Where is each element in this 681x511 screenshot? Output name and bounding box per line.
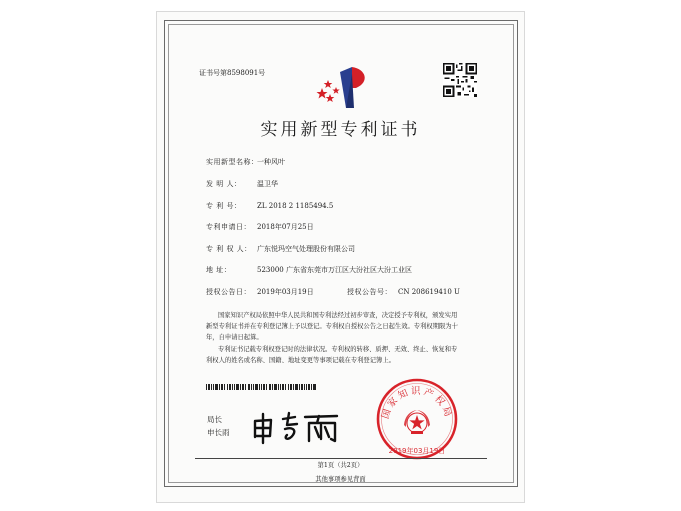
field-value-patentee: 广东悦玛空气处理股份有限公司 [257,245,355,253]
back-note: 其他事项参见背面 [315,476,366,483]
field-label-utility-model-name: 实用新型名称： [206,158,259,166]
field-label-patentee: 专 利 权 人： [206,245,252,253]
field-label-inventor: 发 明 人： [206,180,242,188]
seal-text: 国家知识产权局 [380,386,454,421]
body-paragraph-line-4: 专利证书记载专利权登记时的法律状况。专利权的转移、质押、无效、终止、恢复和专 [218,346,458,353]
field-value-grant-date: 2019年03月19日 [257,288,314,296]
body-paragraph-line-3: 年，自申请日起算。 [206,334,263,341]
director-signature [249,411,344,445]
field-label-filing-date: 专利申请日： [206,223,251,231]
field-value-inventor: 温卫华 [257,180,278,188]
page-number: 第1页（共2页） [317,462,364,469]
body-paragraph-line-2: 新型专利证书并在专利登记簿上予以登记。专利权自授权公告之日起生效。专利权期限为十 [206,323,458,330]
field-value-grant-number: CN 208619410 U [398,288,460,296]
field-label-address: 地 址： [206,266,232,274]
body-paragraph-line-1: 国家知识产权局依照中华人民共和国专利法经过初步审查，决定授予专利权，颁发实用 [218,312,458,319]
seal-date: 2019年03月19日 [388,447,446,455]
field-value-filing-date: 2018年07月25日 [257,223,314,231]
director-title-label: 局长 [207,415,222,424]
certificate-number: 证书号第8598091号 [199,69,266,77]
barcode [206,384,316,390]
patent-office-logo [316,64,372,110]
qr-code-icon [443,63,477,97]
official-seal [375,377,459,461]
footer-divider [195,458,487,459]
field-label-patent-number: 专 利 号： [206,202,242,210]
field-value-utility-model-name: 一种风叶 [257,158,285,166]
field-value-address: 523000 广东省东莞市万江区大汾社区大汾工业区 [257,266,412,274]
director-name-label: 申长雨 [207,428,230,437]
field-label-grant-date: 授权公告日： [206,288,251,296]
field-value-patent-number: ZL 2018 2 1185494.5 [257,202,334,210]
body-paragraph-line-5: 利权人的姓名或名称、国籍、地址变更等事项记载在专利登记簿上。 [206,357,395,364]
field-label-grant-number: 授权公告号： [347,288,392,296]
certificate-title: 实用新型专利证书 [260,120,421,140]
